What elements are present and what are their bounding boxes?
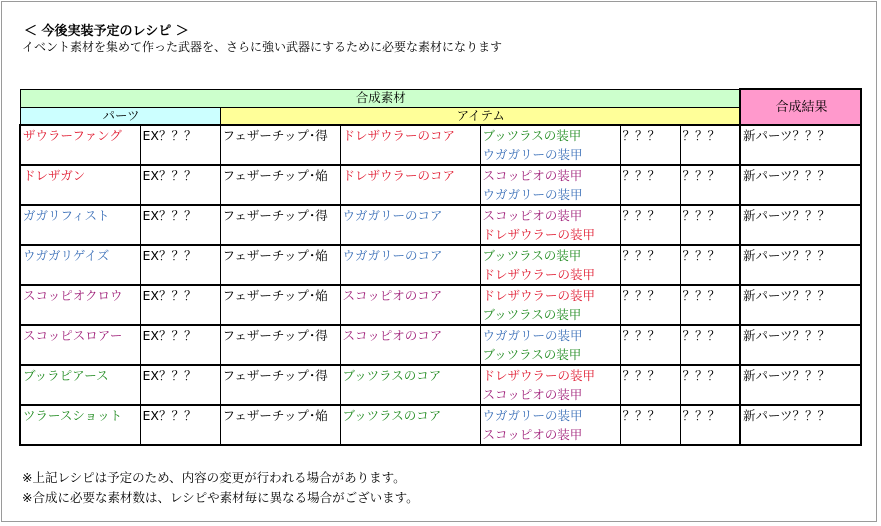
- unknown-cell: [620, 285, 680, 325]
- page-subtitle: イベント素材を集めて作った武器を、さらに強い武器にするために必要な素材になります: [22, 40, 503, 54]
- unknown-cell-text: ？？？: [622, 288, 661, 303]
- ex-cell-text: EX？？？: [142, 408, 197, 423]
- ex-cell-text: EX？？？: [142, 248, 197, 263]
- result-cell-text: 新パーツ？？？: [743, 328, 831, 343]
- armor-cell: [480, 125, 620, 165]
- result-cell: [740, 405, 861, 445]
- ex-cell-text: EX？？？: [142, 368, 197, 383]
- armor-cell-text: ブッツラスの装甲: [482, 248, 582, 263]
- table-row: [20, 125, 861, 165]
- feather-cell-text: フェザーチップ･得: [222, 368, 328, 383]
- ex-cell-text: EX？？？: [142, 328, 197, 343]
- armor-cell-text: ウガガリーの装甲: [482, 187, 583, 202]
- unknown-cell-text: ？？？: [682, 248, 721, 263]
- core-cell: [340, 405, 480, 445]
- armor-cell-text: ブッツラスの装甲: [482, 307, 582, 322]
- unknown-cell-text: ？？？: [622, 408, 661, 423]
- feather-cell-text: フェザーチップ･焔: [222, 248, 328, 263]
- unknown-cell-text: ？？？: [682, 128, 721, 143]
- table-row: [20, 325, 861, 365]
- part-name-cell-text: スコッピオクロウ: [23, 288, 123, 303]
- part-name-cell-text: ガガリフィスト: [23, 208, 110, 223]
- unknown-cell: [680, 285, 740, 325]
- unknown-cell-text: ？？？: [682, 408, 721, 423]
- unknown-cell-text: ？？？: [682, 288, 721, 303]
- header-result: 合成結果: [740, 89, 861, 125]
- unknown-cell: [680, 325, 740, 365]
- armor-cell-text: ドレザウラーの装甲: [482, 227, 596, 242]
- result-cell-text: 新パーツ？？？: [743, 128, 831, 143]
- armor-cell-text: ドレザウラーの装甲: [482, 288, 596, 303]
- header-materials: 合成素材: [20, 89, 740, 107]
- unknown-cell: [620, 365, 680, 405]
- core-cell-text: スコッピオのコア: [342, 288, 443, 303]
- feather-cell-text: フェザーチップ･得: [222, 128, 328, 143]
- ex-cell: [140, 325, 220, 365]
- ex-cell: [140, 125, 220, 165]
- feather-cell: [220, 365, 340, 405]
- unknown-cell: [620, 325, 680, 365]
- table-row: [20, 205, 861, 245]
- note-line: ※合成に必要な素材数は、レシピや素材毎に異なる場合がございます。: [22, 490, 419, 505]
- unknown-cell: [680, 405, 740, 445]
- part-name-cell-text: ブッラピアース: [23, 368, 109, 383]
- part-name-cell-text: ウガガリゲイズ: [23, 248, 110, 263]
- armor-cell-text: スコッピオの装甲: [482, 427, 583, 442]
- armor-cell-text: ブッツラスの装甲: [482, 347, 582, 362]
- feather-cell-text: フェザーチップ･焔: [222, 408, 328, 423]
- table-row: [20, 285, 861, 325]
- unknown-cell: [680, 165, 740, 205]
- core-cell: [340, 325, 480, 365]
- part-name-cell: [20, 405, 140, 445]
- unknown-cell: [620, 405, 680, 445]
- ex-cell: [140, 245, 220, 285]
- ex-cell: [140, 205, 220, 245]
- feather-cell: [220, 325, 340, 365]
- core-cell: [340, 165, 480, 205]
- armor-cell: [480, 285, 620, 325]
- unknown-cell: [620, 245, 680, 285]
- feather-cell: [220, 245, 340, 285]
- core-cell-text: ブッツラスのコア: [342, 368, 442, 383]
- armor-cell: [480, 245, 620, 285]
- recipe-rows: [20, 125, 861, 445]
- feather-cell: [220, 405, 340, 445]
- armor-cell-text: スコッピオの装甲: [482, 168, 583, 183]
- recipe-table: [19, 88, 862, 446]
- part-name-cell: [20, 285, 140, 325]
- armor-cell-text: ドレザウラーの装甲: [482, 267, 596, 282]
- result-cell-text: 新パーツ？？？: [743, 208, 831, 223]
- unknown-cell: [680, 365, 740, 405]
- core-cell-text: スコッピオのコア: [342, 328, 443, 343]
- armor-cell-text: スコッピオの装甲: [482, 208, 583, 223]
- result-cell: [740, 365, 861, 405]
- unknown-cell-text: ？？？: [622, 248, 661, 263]
- part-name-cell: [20, 125, 140, 165]
- page-title: ＜ 今後実装予定のレシピ ＞: [24, 24, 189, 39]
- feather-cell-text: フェザーチップ･焔: [222, 288, 328, 303]
- result-cell: [740, 165, 861, 205]
- header-item: アイテム: [220, 107, 740, 125]
- armor-cell-text: ウガガリーの装甲: [482, 328, 583, 343]
- core-cell: [340, 365, 480, 405]
- result-cell: [740, 285, 861, 325]
- core-cell-text: ブッツラスのコア: [342, 408, 442, 423]
- part-name-cell-text: ドレザガン: [23, 168, 86, 183]
- core-cell-text: ドレザウラーのコア: [342, 168, 456, 183]
- feather-cell-text: フェザーチップ･得: [222, 328, 328, 343]
- feather-cell-text: フェザーチップ･焔: [222, 168, 328, 183]
- notes: [22, 468, 419, 508]
- feather-cell-text: フェザーチップ･得: [222, 208, 328, 223]
- part-name-cell: [20, 205, 140, 245]
- core-cell: [340, 205, 480, 245]
- part-name-cell-text: ツラースショット: [23, 408, 123, 423]
- armor-cell: [480, 405, 620, 445]
- ex-cell-text: EX？？？: [142, 128, 197, 143]
- part-name-cell-text: スコッピスロアー: [23, 328, 123, 343]
- unknown-cell: [680, 245, 740, 285]
- unknown-cell: [620, 205, 680, 245]
- header-parts: パーツ: [20, 107, 220, 125]
- unknown-cell-text: ？？？: [682, 368, 721, 383]
- unknown-cell-text: ？？？: [682, 208, 721, 223]
- table-row: [20, 365, 861, 405]
- core-cell: [340, 245, 480, 285]
- feather-cell: [220, 125, 340, 165]
- table-row: [20, 245, 861, 285]
- result-cell: [740, 245, 861, 285]
- part-name-cell: [20, 245, 140, 285]
- table-row: [20, 165, 861, 205]
- ex-cell: [140, 165, 220, 205]
- armor-cell: [480, 325, 620, 365]
- unknown-cell-text: ？？？: [622, 168, 661, 183]
- ex-cell-text: EX？？？: [142, 168, 197, 183]
- part-name-cell: [20, 365, 140, 405]
- unknown-cell: [680, 125, 740, 165]
- unknown-cell: [680, 205, 740, 245]
- result-cell: [740, 125, 861, 165]
- part-name-cell: [20, 325, 140, 365]
- result-cell-text: 新パーツ？？？: [743, 248, 831, 263]
- armor-cell: [480, 365, 620, 405]
- ex-cell: [140, 285, 220, 325]
- armor-cell: [480, 205, 620, 245]
- core-cell-text: ウガガリーのコア: [342, 248, 443, 263]
- unknown-cell-text: ？？？: [622, 368, 661, 383]
- ex-cell: [140, 365, 220, 405]
- feather-cell: [220, 165, 340, 205]
- result-cell-text: 新パーツ？？？: [743, 408, 831, 423]
- armor-cell-text: ブッツラスの装甲: [482, 128, 582, 143]
- ex-cell-text: EX？？？: [142, 208, 197, 223]
- feather-cell: [220, 285, 340, 325]
- unknown-cell-text: ？？？: [682, 328, 721, 343]
- unknown-cell-text: ？？？: [682, 168, 721, 183]
- result-cell: [740, 205, 861, 245]
- result-cell-text: 新パーツ？？？: [743, 368, 831, 383]
- part-name-cell: [20, 165, 140, 205]
- ex-cell: [140, 405, 220, 445]
- core-cell: [340, 125, 480, 165]
- core-cell-text: ドレザウラーのコア: [342, 128, 456, 143]
- unknown-cell-text: ？？？: [622, 128, 661, 143]
- result-cell-text: 新パーツ？？？: [743, 288, 831, 303]
- result-cell: [740, 325, 861, 365]
- unknown-cell: [620, 125, 680, 165]
- ex-cell-text: EX？？？: [142, 288, 197, 303]
- core-cell: [340, 285, 480, 325]
- armor-cell-text: スコッピオの装甲: [482, 387, 583, 402]
- armor-cell-text: ウガガリーの装甲: [482, 408, 583, 423]
- unknown-cell-text: ？？？: [622, 208, 661, 223]
- unknown-cell: [620, 165, 680, 205]
- armor-cell-text: ウガガリーの装甲: [482, 147, 583, 162]
- unknown-cell-text: ？？？: [622, 328, 661, 343]
- result-cell-text: 新パーツ？？？: [743, 168, 831, 183]
- armor-cell: [480, 165, 620, 205]
- table-row: [20, 405, 861, 445]
- feather-cell: [220, 205, 340, 245]
- core-cell-text: ウガガリーのコア: [342, 208, 443, 223]
- armor-cell-text: ドレザウラーの装甲: [482, 368, 596, 383]
- part-name-cell-text: ザウラーファング: [23, 128, 122, 143]
- note-line: ※上記レシピは予定のため、内容の変更が行われる場合があります。: [22, 470, 406, 485]
